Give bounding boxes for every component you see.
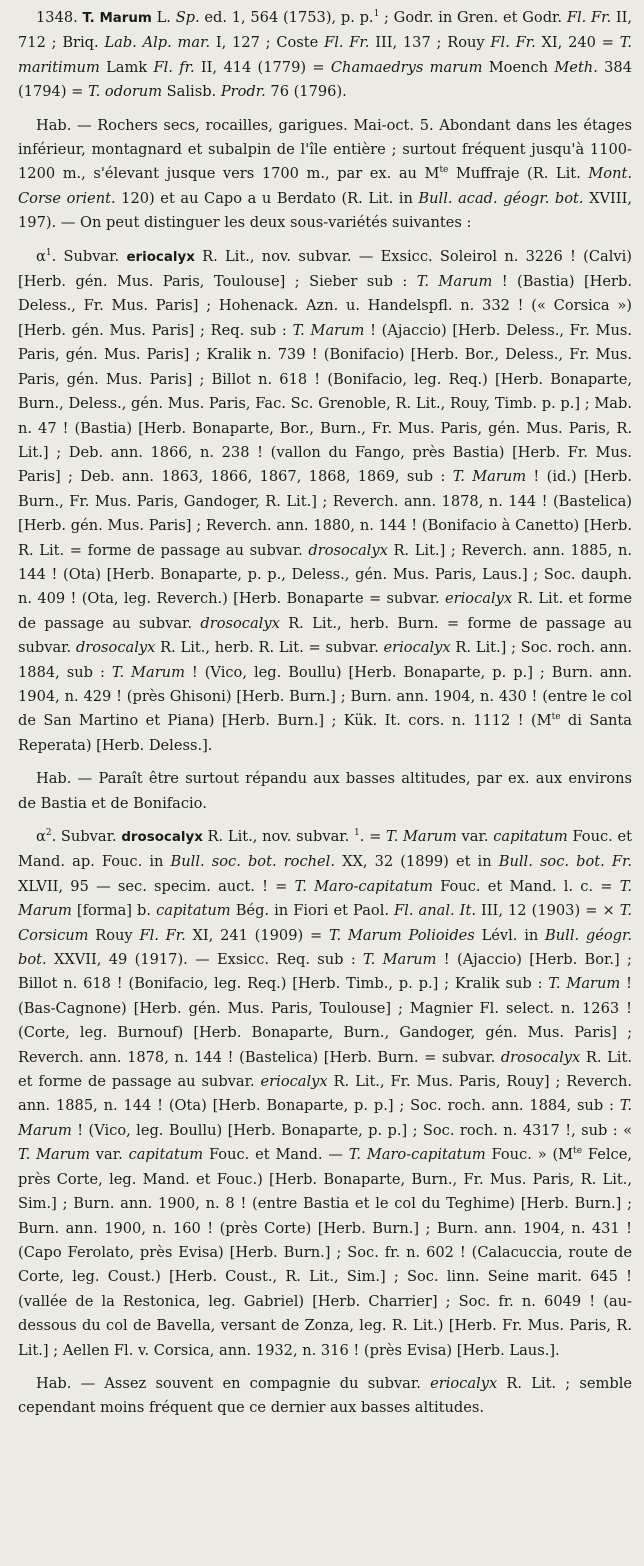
text-run: T. maritimum (18, 34, 632, 76)
text-run: drosocalyx (200, 614, 280, 632)
text-run: XXVII, 49 (1917). — Exsicc. Req. sub : (46, 951, 364, 969)
text-run: III, 12 (1903) = × (475, 902, 620, 920)
species-entry (18, 6, 632, 105)
text-run: Fouc. et Mand. l. c. = (432, 877, 620, 895)
text-run: Bull. géogr. bot. (18, 926, 632, 969)
text-run: XLVII, 95 — sec. specim. auct. ! = (18, 877, 295, 895)
text-run: α (36, 828, 46, 845)
text-run: ! (Bas-Cagnone) [Herb. gén. Mus. Paris, Toulouse] ; Magnier Fl. select. n. 1263 ! (Corte, leg. Burnouf) [Herb. Bonaparte, Burn., Gandoger, gén. Mus. Paris] ; Reverch. ann. 1878, n. 144 ! (Bastelica) [Herb. Burn. = subvar. (18, 975, 632, 1066)
footnote-mark: 1 (354, 828, 360, 839)
text-run: R. Lit. et forme de passage au subvar. (18, 1048, 632, 1091)
text-run: T. Marum (18, 1097, 632, 1139)
text-run: T. Marum (363, 951, 437, 969)
text-run: R. Lit. ; semble cependant moins fréquent que ce dernier aux basses altitudes. (18, 1374, 632, 1417)
text-run: capitatum (156, 902, 231, 920)
habitat-paragraph (18, 114, 632, 236)
text-run: 120) et au Capo a u Berdato (R. Lit. in (115, 189, 419, 207)
text-run: T. odorum (88, 83, 163, 101)
text-run: . = (359, 828, 387, 845)
text-run: ! (Ajaccio) [Herb. Bor.] ; Billot n. 618 ! (Bonifacio, leg. Req.) [Herb. Timb., p. p.] ; Kralik sub : (18, 951, 632, 993)
text-run: Bég. in Fiori et Paol. (230, 902, 395, 920)
text-run: Moench (482, 58, 555, 76)
text-run: Bull. soc. bot. rochel. (170, 853, 335, 871)
text-run: T. Marum (386, 828, 457, 845)
text-run: ; Godr. in Gren. et Godr. (379, 9, 567, 26)
superscript: te (439, 165, 449, 176)
text-run: R. Lit.] ; Reverch. ann. 1885, n. 144 ! (Ota) [Herb. Bonaparte, p. p., Deless., gén. Mus. Paris, Laus.] ; Soc. dauph. n. 409 ! (Ota, leg. Reverch.) [Herb. Bonaparte = subvar. (18, 541, 632, 608)
text-run: Fl. Fr. (490, 34, 536, 52)
text-run: T. Marum (416, 273, 493, 291)
text-run: [forma] b. (71, 902, 157, 920)
superscript: te (573, 1146, 583, 1157)
subvariety-name: eriocalyx (126, 249, 195, 265)
text-run: Bull. acad. géogr. bot. (418, 189, 584, 207)
entry-number: 1348. (36, 9, 78, 26)
subvariety-name: drosocalyx (121, 830, 203, 845)
text-run: T. Marum (452, 468, 527, 486)
text-run: ed. 1, 564 (1753), p. p. (199, 9, 374, 26)
text-run: Hab. — Assez souvent en compagnie du subvar. (36, 1374, 431, 1392)
subvariety-drosocalyx (18, 825, 632, 1363)
text-run: T. Marum (548, 975, 621, 993)
text-run: drosocalyx (500, 1048, 581, 1066)
species-name: Marum (99, 11, 152, 26)
text-run: Rouy (88, 926, 140, 944)
text-run: var. (89, 1146, 129, 1164)
text-run: Fouc. et Mand. — (203, 1146, 349, 1164)
text-run: Felce, près Corte, leg. Mand. et Fouc.) [Herb. Bonaparte, Burn., Fr. Mus. Paris, R. Lit., Sim.] ; Burn. ann. 1900, n. 8 ! (entre Bastia et le col du Teghime) [Herb. Burn.] ; Burn. ann. 1900, n. 160 ! (près Corte) [Herb. Burn.] ; Burn. ann. 1904, n. 431 ! (Capo Ferolato, près Evisa) [Herb. Burn.] ; Soc. fr. n. 602 ! (Calacuccia, route de Corte, leg. Coust.) [Herb. Coust., R. Lit., Sim.] ; Soc. linn. Seine marit. 645 ! (vallée de la Restonica, leg. Gabriel) [Herb. Charrier] ; Soc. fr. n. 6049 ! (au-dessous du col de Bavella, versant de Zonza, leg. R. Lit.) [Herb. Fr. Mus. Paris, R. Lit.] ; Aellen Fl. v. Corsica, ann. 1932, n. 316 ! (près Evisa) [Herb. Laus.]. (18, 1146, 632, 1359)
superscript: 1 (45, 247, 52, 258)
text-run: T. Maro-capitatum (348, 1146, 486, 1164)
text-run: α (36, 247, 46, 265)
text-run: Chamaedrys marum (330, 58, 483, 76)
text-run: Bull. soc. bot. Fr. (498, 853, 633, 871)
habitat-paragraph (18, 1372, 632, 1421)
text-run: drosocalyx (308, 541, 388, 559)
text-run: Fl. anal. It. (394, 902, 476, 920)
habitat-paragraph: Hab. — Paraît être surtout répandu aux basses altitudes, par ex. aux environs de Bastia et de Bonifacio. (18, 770, 632, 812)
text-run: XX, 32 (1899) et in (334, 853, 499, 871)
text-run: Fl. Fr. (324, 34, 370, 52)
text-run: T. Marum (292, 321, 365, 339)
text-run: Fl. fr. (153, 58, 195, 76)
text-run: eriocalyx (260, 1073, 328, 1091)
footnote-mark: 1 (373, 9, 380, 20)
text-run: eriocalyx (430, 1374, 498, 1392)
text-run: R. Lit.] ; Soc. roch. ann. 1884, sub : (18, 639, 633, 681)
text-run: III, 137 ; Rouy (369, 34, 491, 52)
text-run: ! (Vico, leg. Boullu) [Herb. Bonaparte, p. p.] ; Soc. roch. n. 4317 !, sub : « (71, 1121, 632, 1139)
text-run: Fl. Fr. (139, 926, 186, 944)
text-run: T. Marum Polioides (328, 926, 475, 944)
text-run: . Subvar. (51, 828, 122, 845)
subvariety-eriocalyx (18, 245, 632, 759)
superscript: te (551, 712, 561, 723)
text-run: XI, 241 (1909) = (185, 926, 329, 944)
text-run: 384 (1794) = (18, 58, 632, 101)
text-run: L. (151, 9, 176, 26)
text-run: Mont. Corse orient. (18, 165, 632, 207)
text-run: Sp. (175, 9, 200, 26)
text-run: ! (Ajaccio) [Herb. Deless., Fr. Mus. Paris, gén. Mus. Paris] ; Kralik n. 739 ! (Bonifacio) [Herb. Bor., Deless., Fr. Mus. Paris, gén. Mus. Paris] ; Billot n. 618 ! (Bonifacio, leg. Req.) [Herb. Bonaparte, Burn., Deless., gén. Mus. Paris, Fac. Sc. Grenoble, R. Lit., Rouy, Timb. p. p.] ; Mab. n. 47 ! (Bastia) [Herb. Bonaparte, Bor., Burn., Fr. Mus. Paris, gén. Mus. Paris, R. Lit.] ; Deb. ann. 1866, n. 238 ! (vallon du Fango, près Bastia) [Herb. Fr. Mus. Paris] ; Deb. ann. 1863, 1866, 1867, 1868, 1869, sub : (18, 321, 633, 486)
text-run: Fouc. et Mand. ap. Fouc. in (18, 828, 632, 871)
text-run: . Subvar. (51, 247, 127, 265)
text-run: Fl. Fr. (566, 9, 612, 26)
text-run: ! (Vico, leg. Boullu) [Herb. Bonaparte, p. p.] ; Burn. ann. 1904, n. 429 ! (près Ghisoni) [Herb. Burn.] ; Burn. ann. 1904, n. 430 ! (entre le col de San Martino et Piana) [Herb. Burn.] ; Kük. It. cors. n. 1112 ! (M (18, 663, 632, 730)
text-run: var. (456, 828, 494, 845)
text-run: capitatum (493, 828, 568, 845)
text-run: T. Marum (18, 1146, 90, 1164)
text-run: II, 414 (1779) = (194, 58, 331, 76)
text-run: Fouc. » (M (485, 1146, 574, 1164)
text-run: eriocalyx (445, 590, 513, 608)
text-run: Hab. — Rochers secs, rocailles, garigues. Mai-oct. 5. Abondant dans les étages inférieur, montagnard et subalpin de l'île entière ; surtout fréquent jusqu'à 1100-1200 m., s'élevant jusque vers 1700 m., par ex. au M (18, 116, 632, 183)
text-run: T. Marum (111, 663, 185, 681)
text-run: Prodr. (220, 83, 266, 101)
text-run: XVIII, 197). — On peut distinguer les deux sous-variétés suivantes : (18, 189, 632, 232)
text-run: T. Corsicum (18, 902, 632, 944)
text-run: R. Lit., Fr. Mus. Paris, Rouy] ; Reverch. ann. 1885, n. 144 ! (Ota) [Herb. Bonaparte, p. p.] ; Soc. roch. ann. 1884, sub : (18, 1073, 632, 1115)
superscript: 2 (45, 828, 52, 839)
text-run: T. Maro-capitatum (294, 877, 433, 895)
text-run: Lamk (99, 58, 154, 76)
text-run: T. Marum (18, 877, 632, 920)
text-run: R. Lit., nov. subvar. — Exsicc. Soleirol n. 3226 ! (Calvi) [Herb. gén. Mus. Paris, Toulouse] ; Sieber sub : (18, 247, 632, 291)
text-run: R. Lit. et forme de passage au subvar. (18, 590, 632, 632)
text-run: Meth. (554, 58, 598, 76)
text-run: R. Lit., herb. R. Lit. = subvar. (155, 639, 384, 657)
text-run: Salisb. (162, 83, 221, 101)
genus-abbrev: T. (82, 11, 95, 26)
text-run: I, 127 ; Coste (210, 34, 325, 52)
text-run: drosocalyx (75, 639, 156, 657)
text-run: Muffraje (R. Lit. (448, 165, 589, 183)
text-run: Lévl. in (474, 926, 546, 944)
text-run: R. Lit., herb. Burn. = forme de passage au subvar. (18, 614, 632, 657)
text-run: Lab. Alp. mar. (104, 34, 211, 52)
text-run: capitatum (128, 1146, 204, 1164)
text-run: ! (id.) [Herb. Burn., Fr. Mus. Paris, Gandoger, R. Lit.] ; Reverch. ann. 1878, n. 144 ! (Bastelica) [Herb. gén. Mus. Paris] ; Reverch. ann. 1880, n. 144 ! (Bonifacio à Canetto) [Herb. R. Lit. = forme de passage au subvar. (18, 468, 632, 559)
text-run: XI, 240 = (535, 34, 620, 52)
text-run: R. Lit., nov. subvar. (202, 828, 355, 845)
text-run: eriocalyx (383, 639, 451, 657)
text-run: di Santa Reperata) [Herb. Deless.]. (18, 712, 632, 754)
text-run: II, 712 ; Briq. (18, 9, 633, 52)
text-run: ! (Bastia) [Herb. Deless., Fr. Mus. Paris] ; Hohenack. Azn. u. Handelspfl. n. 332 ! (« Corsica ») [Herb. gén. Mus. Paris] ; Req. sub : (18, 273, 632, 339)
text-run: 76 (1796). (265, 83, 347, 101)
